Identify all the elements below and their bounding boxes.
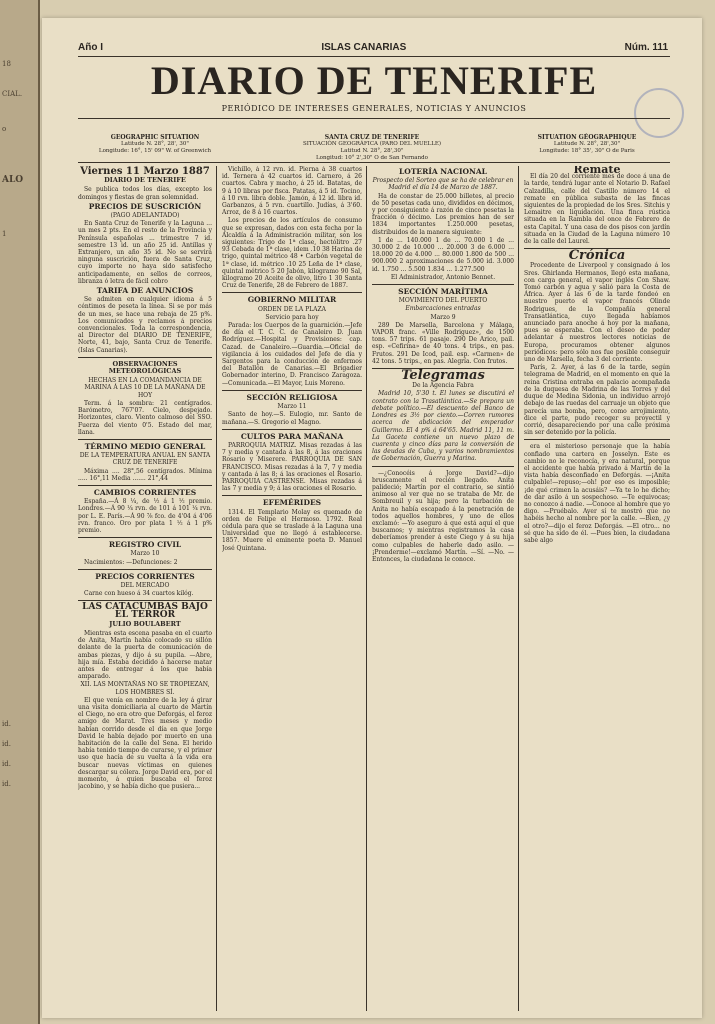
paragraph: Ha de constar de 25.000 billetes, al precio de 50 pesetas cada uno, divididos en décimos, y por consiguiente á razón de cinco pesetas la fracción ó décimo. Los premios han de ser 1834 importantes 1.250.000 pesetas, distribuidos de la manera siguiente: [372, 192, 514, 236]
section-heading: GOBIERNO MILITAR [247, 295, 337, 305]
divider [78, 537, 212, 538]
geo-center-line: SITUACIÓN GEOGRÁFICA (PARO DEL MUELLE) [302, 141, 442, 147]
paragraph: Mientras esta escena pasaba en el cuarto de Anita, Martín había colocado su sillón delante de la puerta de comunicación de ambas piezas, y dijo á su pupila. —Abre, hija mía. Estaba decidido á hacerse matar antes de entregar á los que había amparado. [78, 629, 212, 681]
issue-date: Viernes 11 Marzo 1887 [80, 166, 210, 177]
newspaper-title: DIARIO DE TENERIFE [150, 58, 598, 103]
section-heading: PRECIOS CORRIENTES [95, 571, 195, 581]
divider [372, 466, 514, 467]
newspaper-subtitle: PERIÓDICO DE INTERESES GENERALES, NOTICIAS Y ANUNCIOS [221, 104, 527, 113]
column-divider [518, 166, 519, 1011]
section-subheading: De la Agencia Fabra [412, 382, 474, 390]
geo-left [80, 134, 230, 155]
divider [78, 485, 212, 486]
column-divider [366, 166, 367, 1011]
paragraph: era el misterioso personaje que la había confiado una cartera en Josselyn. Este es cambio no le reconocía, y era natural, porque el accidente que había privado á Martín de la vista había desconfiado en Deforgás. —¡Anita culpable!—repuso;—oh! por eso es imposible; ¡de qué crimen la acusáis? —Ya te lo he dicho; de dar asilo á un sospechoso. —Te equivocas; no conozco á nadie. —Conoce al hombre que yo digo. —Pruébalo. Ayer sí te mostró que no habéis hecho al nombre por la calle. —Bien, ¿y el otro?—dijo el feroz Deforgás. —El otro... no sé que ha sido de él. —Pues bien, la ciudadana sabe algo [524, 443, 670, 544]
paragraph: España.—Á 8 ¼, de ½ á 1 ½ premio. Londres.—Á 90 ¼ rvn. de 101 á 101 ¼ rvn. por L. E. París.—Á 90 ⅞ fco. de 4'04 á 4'06 rvn. franco. Oro por plata 1 ½ á 1 p% premio. [78, 498, 212, 534]
paragraph: Term. á la sombra: 21 centígrados. Barómetro, 767'07. Cielo, despejado. Horizontes, claro. Viento calmoso del SSO. Fuerza del viento 0'5. Estado del mar, llana. [78, 399, 212, 436]
paragraph: El día 20 del corriente mes de doce á una de la tarde, tendrá lugar ante el Notario D. Rafael Calzadilla, calle del Castillo número 14 el remate en pública subasta de las fincas siguientes de la propiedad de los Sres. Sitchis y Lemaitre en liquidación. Una finca rústica situada en la Rambla del once de Febrero de esta Capital. Y una casa de dos pisos con jardín situada en la Ciudad de la Laguna número 10 de la calle del Laurel. [524, 173, 670, 246]
newspaper-page [42, 18, 702, 1018]
section-subheading: MOVIMIENTO DEL PUERTO [398, 297, 488, 305]
paragraph: Máxima .... 28°,56 centígrados. Mínima ..... 16°,11 Media ....... 21°,44 [78, 467, 212, 482]
section-heading: SECCIÓN RELIGIOSA [246, 392, 338, 402]
column-divider [216, 166, 217, 1011]
divider [78, 357, 212, 358]
section-subheading: DEL MERCADO [120, 581, 170, 589]
paragraph: París, 2. Ayer, á las 6 de la tarde, según telegrama de Madrid, en el momento en que la reina Cristina entraba en palacio acompañada de la duquesa de Madrina de las Torres y del duque de Medina Sidonia, un individuo arrojó debajo de las ruedas del carruaje un objeto que parecía una bomba, pero, como arrojimiento, dice el parte, pudo recoger su proyectil y corrió, desapareciendo por una calle próxima sin ser detenido por la policía. [524, 364, 670, 437]
year-label: Año I [78, 42, 103, 53]
divider [222, 429, 362, 430]
geo-right-line: Latitude N. 28°, 28',30" [553, 141, 621, 147]
section-subheading: Embarcaciones entradas [405, 305, 481, 313]
spine-fragment: ALO [2, 175, 24, 185]
section-subheading: Marzo 11 [277, 403, 307, 411]
divider [78, 600, 212, 601]
divider [222, 495, 362, 496]
section-subheading: Marzo 9 [430, 313, 456, 321]
chapter-heading: XII. LAS MONTAÑAS NO SE TROPIEZAN, LOS HOMBRES SÍ. [80, 681, 210, 696]
spine-fragment: id. [2, 760, 11, 768]
geo-center-title: SANTA CRUZ DE TENERIFE [324, 134, 420, 141]
paragraph: —¿Conocéis á Jorge David?—dijo bruscamente el recién llegado. Anita palideció; Martín por el contrario, se sintió animoso al ver que no se trataba de Mr. de Sombreuil y su hija; pero la turbación de Anita no había escapado á la penetración de todos aquellos hombres, y uno de ellos exclamó: —Yo aseguro á que está aquí el que buscamos; y mientras registramos la casa deberíamos prender á este Ciego y á su hija como culpables de haberle dado asilo. —¡Prenderme!—exclamó Martín. —Sí. —No. —Entonces, la ciudadana le conoce. [372, 469, 514, 563]
section-subheading: (PAGO ADELANTADO) [110, 212, 180, 220]
telegrams-heading: Telegramas [401, 368, 485, 384]
paragraph: Parada: los Cuerpos de la guarnición.—Jefe de día el T. C. C. de Canaleiro D. Juan Rodríguez.—Hospital y Provisiones: cap. Cazad. de Canaleiro.—Guardia.—Oficial de vigilancia á los cuidados del Jefe de día y Sargentos para la conducción de enfermos del Batallón de Canarias.—El Brigadier Gobernador interino, D. Francisco Zaragoza.—Comunicada.—El Mayor, Luis Moreno. [222, 322, 362, 387]
geo-center-line: Latitud N. 28°, 28',30" [340, 148, 404, 154]
paragraph: 1314. El Templario Molay es quemado de orden de Felipe el Hermoso. 1792. Real cédula para que se traslade á la Laguna una Universidad que no llegó á establecerse. 1857. Muere el eminente poeta D. Manuel José Quintana. [222, 508, 362, 552]
spine-fragment: id. [2, 740, 11, 748]
divider [222, 292, 362, 293]
divider [78, 118, 670, 119]
paragraph: Se admiten en cualquier idioma á 5 céntimos de peseta la línea. Si se por más de un mes, se hace una rebaja de 25 p%. Los comunicados y reclamos á precios convencionales. Toda la correspondencia, al Director del DIARIO DE TENERIFE, Norte, 41, bajo, Santa Cruz de Tenerife. (Islas Canarias). [78, 296, 212, 354]
section-subheading: Prospecto del Sorteo que se ha de celebrar en Madrid el día 14 de Marzo de 1887. [372, 177, 514, 192]
section-heading: TÉRMINO MEDIO GENERAL [84, 441, 206, 451]
section-subheading: Marzo 10 [130, 550, 160, 558]
paragraph: Madrid 10, 5'30 t. El lunes se discutirá el contrato con la Trasatlántica.—Se prepara un debate político.—El descuento del Banco de Londres es 3½ por ciento.—Corren rumores acerca de abdicación del emperador Guillermo. El 4 p% á 64'65. Madrid 11, 11 m. La Gaceta contiene un nuevo plazo de cuarenta y cinco días para la conversión de las deudas de Cuba, y varios nombramientos de Gobernación, Guerra y Marina. [372, 390, 514, 463]
section-heading: SECCIÓN MARÍTIMA [398, 287, 488, 297]
divider [78, 569, 212, 570]
geo-left-line: Longitude: 16°, 15' 09" W. of Greenwich [98, 148, 212, 154]
library-stamp [634, 88, 684, 138]
column-1 [78, 166, 212, 1011]
lottery-table: 1 de ... 140.000 1 de ... 70.000 1 de ... 30.000 2 de 10.000 ... 20.000 3 de 6.000 ... 18.000 20 de 4.000 ... 80.000 1.800 de 500 ... 900.000 2 aproximaciones de 5.000 id. 3.000 id. 1.750 ... 5.500 1.834 ... 1.277.500 [372, 236, 514, 273]
paragraph: Nacimientos: —Defunciones: 2 [84, 558, 178, 566]
section-subheading: DE LA TEMPERATURA ANUAL EN SANTA CRUZ DE TENERIFE [79, 452, 211, 467]
paragraph: 289 De Marsella, Barcelona y Málaga, VAPOR franc. «Ville Rodriguez», de 1500 tons. 57 trips. 61 pasaje. 290 De Arico, pail. esp. «Cefirina» de 40 tons. 4 trips., en pas. Frutos. 291 De Icod, pail. esp. «Carmen» de 42 tons. 5 trips., en pas. Alegría. Con frutos. [372, 321, 514, 365]
spine-fragment: o [2, 125, 7, 133]
paragraph: PARROQUIA MATRIZ. Misas rezadas á las 7 y media y cantada á las 8, á las oraciones Rosario y Miserere. PARROQUIA DE SAN FRANCISCO. Misas rezadas á la 7, 7 y media y cantada á las 8; á las oraciones el Rosario. PARROQUIA CASTRENSE. Misas rezadas á las 7 y media y 9; á las oraciones el Rosario. [222, 441, 362, 493]
paragraph: Santo de hoy.—S. Eulogio, mr. Santo de mañana.—S. Gregorio el Magno. [222, 411, 362, 426]
divider [372, 284, 514, 285]
section-heading: TARIFA DE ANUNCIOS [96, 286, 194, 296]
divider [222, 390, 362, 391]
spine-fragment: id. [2, 720, 11, 728]
binding-spine [0, 0, 40, 1024]
section-heading: LOTERÍA NACIONAL [399, 167, 487, 176]
region-label: ISLAS CANARIAS [321, 42, 407, 53]
geo-center-line: Longitud: 10° 2',30" O de San Fernando [316, 155, 428, 161]
spine-fragment: id. [2, 780, 11, 788]
geo-left-title: GEOGRAPHIC SITUATION [110, 134, 200, 141]
section-subheading: ORDEN DE LA PLAZA [258, 305, 326, 313]
paragraph: Vichillo, á 12 rvn. id. Pierna á 38 cuartos id. Ternera á 42 cuartos id. Carnero, á 26 cuartos. Cabra y macho, á 25 id. Batatas, de 9 á 10 libras por fisca. Patatas, á 5 id. Tocino, á 10 rvn. libra doble. Jamón, á 12 id. libra id. Garbanzos, á 5 rvn. cuartillo. Judías, á 3'60. Arroz, de 8 á 16 cuartos. [222, 166, 362, 217]
geo-right-title: SITUATION GÉOGRAPHIQUE [537, 134, 637, 141]
divider [78, 162, 670, 163]
column-3 [372, 166, 514, 1011]
section-heading: REGISTRO CIVIL [108, 540, 182, 550]
section-heading: OBSERVACIONES METEOROLÓGICAS [108, 359, 182, 376]
section-heading: EFEMÉRIDES [262, 498, 322, 508]
spine-fragment: 18 [2, 60, 11, 68]
divider [78, 56, 670, 57]
geo-right [512, 134, 662, 155]
novel-author: JULIO BOULABERT [109, 619, 181, 628]
issue-number: Núm. 111 [624, 42, 668, 53]
divider [524, 439, 670, 440]
cronica-heading: Crónica [568, 248, 626, 264]
section-subheading: Servicio para hoy [265, 313, 319, 321]
section-heading: CAMBIOS CORRIENTES [93, 487, 197, 497]
paragraph: En Santa Cruz de Tenerife y la Laguna ... un mes 2 pts. En el resto de la Provincia y Península españolas ... trimestre 7 id. semestre 13 id. un año 25 id. Antillas y Extranjero, un año 35 id. No se servirá ninguna suscrición, fuera de Santa Cruz, cuyo importe no haya sido satisfecho anticipadamente, en sellos de correos, libranza ó letra de fácil cobro [78, 220, 212, 285]
geo-right-line: Longitude: 18° 35', 30" O de Paris [539, 148, 635, 154]
divider [78, 439, 212, 440]
column-4 [524, 166, 670, 1011]
paragraph: Los precios de los artículos de consumo que se expresan, dados con esta fecha por la Alcaldía á la Administración militar, son los siguientes: Trigo de 1ª clase, hectólitro .27 93 Cebada de 1ª clase, idem .10 38 Harina de trigo, quintal métrico 48 • Carbón vegetal de 1ª clase, id. métrico .10 25 Leña de 1ª clase, quintal métrico 5 20 Jabón, kilogramo 90 Sal, kilogramo 20 Aceite de olivo, litro 1 30 Santa Cruz de Tenerife, 28 de Febrero de 1887. [222, 217, 362, 290]
column-2 [222, 166, 362, 1011]
paragraph: Procedente de Liverpool y consignado á los Sres. Ghirlanda Hermanos, llegó esta mañana, con carga general, el vapor inglés Con Shaw. Tomó carbón y agua y salió para la Costa de África. Ayer á las 6 de la tarde fondeó en nuestro puerto el vapor francés Olinde Rodrigues, de la Compañía general Transatlántica, cuyo llegada habíamos anunciado para anoche á hoy por la mañana, pues se esperaba. Con el deseo de poder adelantar á nuestros lectores noticias de Europa, procuramos obtener algunos periódicos: pero sólo nos fue posible conseguir uno de Marsella, fecha 3 del corriente. [524, 262, 670, 364]
remate-heading: Remate [573, 166, 621, 176]
spine-fragment: 1 [2, 230, 7, 238]
spine-fragment: CIAL. [2, 90, 23, 98]
paper-name: DIARIO DE TENERIFE [104, 176, 186, 185]
section-subheading: HECHAS EN LA COMANDANCIA DE MARINA Á LAS 10 DE LA MAÑANA DE HOY [84, 377, 206, 399]
paragraph: Carne con hueso á 34 cuartos kilóg. [84, 590, 194, 598]
geo-center [252, 134, 492, 162]
section-heading: CULTOS PARA MAÑANA [240, 431, 344, 441]
novel-title: LAS CATACUMBAS BAJO EL TERROR [82, 602, 208, 620]
paragraph: Se publica todos los días, excepto los domingos y fiestas de gran solemnidad. [78, 186, 212, 201]
signature-line: El Administrador, Antonio Bennet. [390, 273, 496, 281]
section-heading: PRECIOS DE SUSCRICIÓN [88, 201, 202, 211]
masthead-top [78, 42, 668, 53]
paragraph: El que venía en nombre de la ley á girar una visita domiciliaria al cuarto de Martín el Ciego, no era otro que Deforgás, el feroz amigo de Marat. Tres meses y medio habían corrido desde el día en que Jorge David le había dejado por muerto en una habitación de la calle del Sena. El herido había tenido tiempo de curarse, y el primer uso que hacía de su vuelta á la vida era buscar nuevas víctimas en quienes descargar su cólera. Jorge David era, por el momento, á quien buscaba el feroz jacobino, y se había dicho que pusiera... [78, 696, 212, 791]
geo-left-line: Latitude N. 28°, 28', 30" [121, 141, 189, 147]
